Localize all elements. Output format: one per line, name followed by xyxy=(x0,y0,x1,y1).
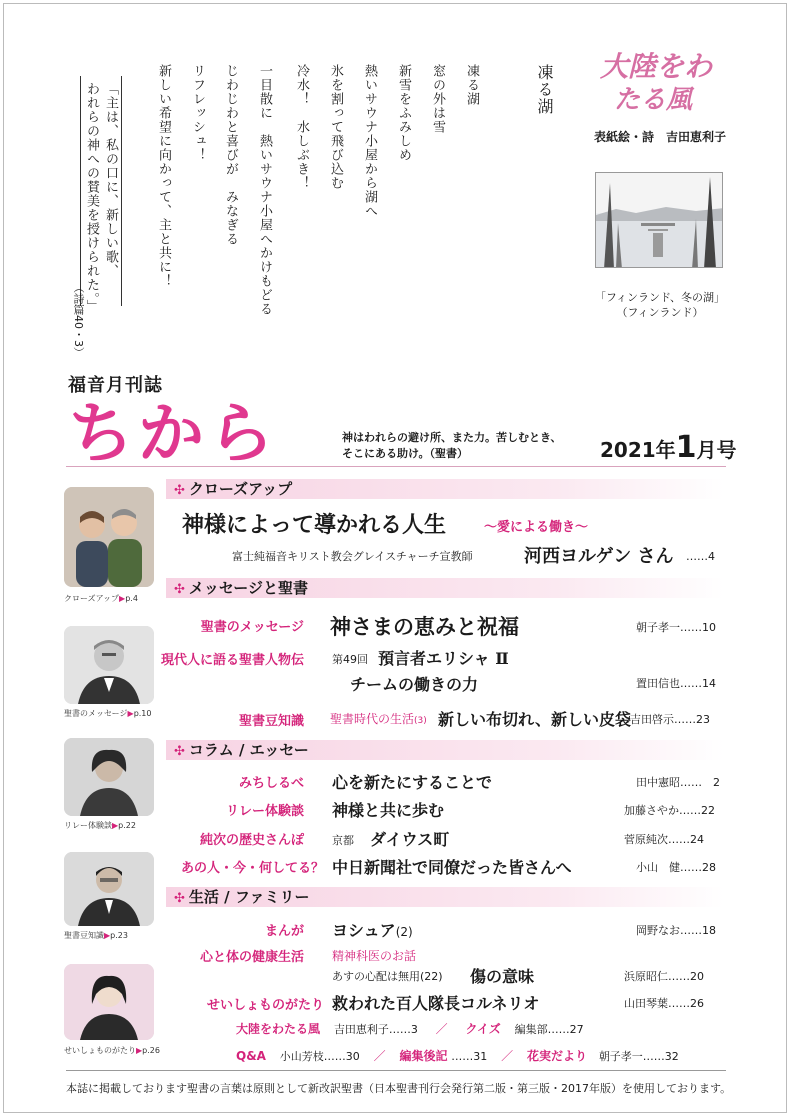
entry-subtitle: チームの働きの力 xyxy=(350,675,479,694)
entry-title[interactable]: 神様と共に歩む xyxy=(332,801,445,820)
misc-author: ……31 xyxy=(451,1050,488,1063)
verse-line: われらの神への賛美を授けられた。」 xyxy=(84,82,99,314)
entry-author: 置田信也……14 xyxy=(636,677,716,690)
separator: ／ xyxy=(373,1049,386,1063)
issue-suffix: 月号 xyxy=(696,438,737,462)
thumb-page: p.4 xyxy=(125,594,138,603)
thumb-page: p.23 xyxy=(110,931,128,940)
svg-text:大陸をわ: 大陸をわ xyxy=(600,50,713,83)
flower-icon: ✣ xyxy=(174,891,185,906)
poem-line: 氷を割って飛び込む xyxy=(328,64,343,190)
entry-title[interactable]: 救われた百人隊長コルネリオ xyxy=(332,994,540,1013)
flower-icon: ✣ xyxy=(174,582,185,597)
entry-label: 純次の歴史さんぽ xyxy=(199,833,304,848)
entry-author: 加藤さやか……22 xyxy=(624,804,715,817)
entry-title[interactable] xyxy=(332,918,413,941)
section-header-message xyxy=(166,578,724,598)
poem-line: 新しい希望に向かって、主と共に！ xyxy=(156,64,171,288)
thumb-message-photo[interactable] xyxy=(64,626,154,704)
flower-icon: ✣ xyxy=(174,483,185,498)
section-header-life xyxy=(166,887,724,907)
poem-line: 窓の外は雪 xyxy=(430,64,445,134)
thumb-caption xyxy=(64,708,184,719)
poem-line: 熱いサウナ小屋から湖へ xyxy=(362,64,377,218)
section-header-column xyxy=(166,740,724,760)
entry-title[interactable]: 傷の意味 xyxy=(470,967,535,986)
entry-label: 心と体の健康生活 xyxy=(199,950,304,965)
entry-title[interactable]: 新しい布切れ、新しい皮袋 xyxy=(438,710,631,729)
misc-label[interactable]: 花実だより xyxy=(526,1049,587,1063)
section-title: コラム / エッセー xyxy=(188,741,309,759)
closeup-headline[interactable]: 神様によって導かれる人生 xyxy=(182,512,447,538)
entry-author: 岡野なお……18 xyxy=(636,924,716,937)
misc-row-1 xyxy=(236,1020,584,1037)
misc-author: 朝子孝一……32 xyxy=(598,1050,679,1063)
poem-line: 一目散に 熱いサウナ小屋へかけもどる xyxy=(257,64,272,316)
thumb-page: p.22 xyxy=(118,821,136,830)
thumb-page: p.26 xyxy=(142,1046,160,1055)
cover-caption-title: 「フィンランド、冬の湖」 xyxy=(594,291,726,304)
entry-number: (2) xyxy=(395,925,413,939)
thumb-caption-text: 聖書のメッセージ xyxy=(64,709,128,718)
thumb-caption-text: せいしょものがたり xyxy=(64,1046,136,1055)
entry-title[interactable]: 中日新聞社で同僚だった皆さんへ xyxy=(332,858,572,877)
verse-line: 「主は、私の口に、新しい歌、 xyxy=(103,82,118,278)
poem-line: リフレッシュ！ xyxy=(190,64,205,162)
misc-label[interactable]: 大陸をわたる風 xyxy=(236,1022,321,1036)
masthead-divider xyxy=(66,466,726,467)
thumb-caption xyxy=(64,1045,184,1056)
separator: ／ xyxy=(435,1022,448,1036)
entry-label: 聖書豆知識 xyxy=(238,714,304,729)
series-name: 聖書時代の生活 xyxy=(330,712,415,726)
footer-note: 本誌に掲載しております聖書の言葉は原則として新改訳聖書（日本聖書刊行会発行第二版・第三版・2017年版）を使用しております。 xyxy=(66,1082,732,1095)
thumb-mame-photo[interactable] xyxy=(64,852,154,926)
thumb-caption-text: 聖書豆知識 xyxy=(64,931,104,940)
triangle-right-icon: ▶ xyxy=(127,709,134,718)
magazine-logo xyxy=(66,392,338,466)
entry-label: 現代人に語る聖書人物伝 xyxy=(160,653,304,668)
thumb-caption xyxy=(64,820,184,831)
closeup-role: 富士純福音キリスト教会グレイスチャーチ宣教師 xyxy=(232,550,473,563)
misc-author: 編集部……27 xyxy=(514,1023,584,1036)
entry-series: 精神科医のお話 xyxy=(332,949,417,963)
entry-number: 第49回 xyxy=(332,653,368,666)
entry-label: あの人・今・何してる？ xyxy=(180,861,324,876)
entry-title[interactable]: 心を新たにすることで xyxy=(332,773,493,792)
section-header-closeup xyxy=(166,479,724,499)
motto-line: 神はわれらの避け所、また力。苦しむとき、 xyxy=(342,431,562,444)
entry-title[interactable]: 預言者エリシャ Ⅱ xyxy=(378,649,509,668)
closeup-subhead: ～愛による働き～ xyxy=(484,520,589,535)
cover-series-logo xyxy=(598,46,738,116)
entry-label: 聖書のメッセージ xyxy=(200,620,304,635)
series-number: (3) xyxy=(414,716,427,726)
cover-caption-place: （フィンランド） xyxy=(616,306,704,319)
entry-title[interactable]: ダイウス町 xyxy=(370,830,450,849)
section-title: メッセージと聖書 xyxy=(188,579,309,597)
thumb-page: p.10 xyxy=(133,709,152,718)
verse-reference: （詩篇40・3） xyxy=(72,282,85,358)
poem-line: じわじわと喜びが みなぎる xyxy=(223,64,238,246)
closeup-name: 河西ヨルゲン さん xyxy=(524,546,674,567)
entry-author: 朝子孝一……10 xyxy=(636,621,716,634)
thumb-caption xyxy=(64,930,184,941)
entry-title[interactable]: 神さまの恵みと祝福 xyxy=(330,615,519,639)
footer-divider xyxy=(66,1070,726,1071)
motto-line: そこにある助け。（聖書） xyxy=(342,447,469,460)
cover-painting xyxy=(595,172,723,268)
misc-author: 小山芳枝……30 xyxy=(279,1050,360,1063)
poem-title: 凍る湖 xyxy=(535,64,554,115)
issue-month: 1 xyxy=(675,430,697,465)
masthead-motto xyxy=(342,430,562,462)
flower-icon: ✣ xyxy=(174,744,185,759)
svg-text:たる風: たる風 xyxy=(614,85,693,115)
issue-year: 2021年 xyxy=(600,438,676,462)
closeup-page: ……4 xyxy=(686,550,715,563)
poem-line: 冷水！ 水しぶき！ xyxy=(294,64,309,190)
entry-author: 浜原昭仁……20 xyxy=(624,970,704,983)
misc-label[interactable]: クイズ xyxy=(465,1022,501,1036)
entry-author: 小山 健……28 xyxy=(636,861,716,874)
misc-label[interactable]: 編集後記 xyxy=(399,1049,448,1063)
entry-prefix: あすの心配は無用(22) xyxy=(332,970,443,983)
cover-caption xyxy=(580,290,740,320)
issue-date xyxy=(600,430,737,465)
poem-line: 新雪をふみしめ xyxy=(396,64,411,162)
entry-series xyxy=(330,710,427,727)
section-title: 生活 / ファミリー xyxy=(188,888,310,906)
thumb-seisho-photo[interactable] xyxy=(64,964,154,1040)
entry-author: 菅原純次……24 xyxy=(624,833,704,846)
section-title: クローズアップ xyxy=(188,480,293,498)
entry-prefix: 京都 xyxy=(332,834,354,847)
triangle-right-icon: ▶ xyxy=(136,1046,143,1055)
thumb-closeup-photo[interactable] xyxy=(64,487,154,587)
separator: ／ xyxy=(501,1049,514,1063)
entry-author: 山田琴葉……26 xyxy=(624,997,704,1010)
entry-label: せいしょものがたり xyxy=(206,998,324,1013)
scripture-verse xyxy=(80,76,122,314)
entry-label: まんが xyxy=(264,924,304,939)
svg-text:ちから: ちから xyxy=(68,395,278,466)
misc-label[interactable]: Q&A xyxy=(236,1049,266,1063)
cover-credit: 表紙絵・詩 吉田恵利子 xyxy=(594,130,727,144)
poem-line: 凍る湖 xyxy=(464,64,479,106)
magazine-subtitle: 福音月刊誌 xyxy=(68,375,163,396)
entry-label: みちしるべ xyxy=(238,776,304,791)
thumb-caption-text: クローズアップ xyxy=(64,594,120,603)
misc-author: 吉田恵利子……3 xyxy=(333,1023,418,1036)
entry-author: 吉田啓示……23 xyxy=(630,713,710,726)
triangle-right-icon: ▶ xyxy=(112,821,119,830)
entry-title-text: ヨシュア xyxy=(332,921,396,940)
misc-row-2 xyxy=(236,1047,679,1064)
thumb-relay-photo[interactable] xyxy=(64,738,154,816)
triangle-right-icon: ▶ xyxy=(119,594,126,603)
entry-label: リレー体験談 xyxy=(225,804,304,819)
thumb-caption-text: リレー体験談 xyxy=(64,821,112,830)
triangle-right-icon: ▶ xyxy=(104,931,111,940)
entry-author: 田中憲昭…… 2 xyxy=(636,776,720,789)
